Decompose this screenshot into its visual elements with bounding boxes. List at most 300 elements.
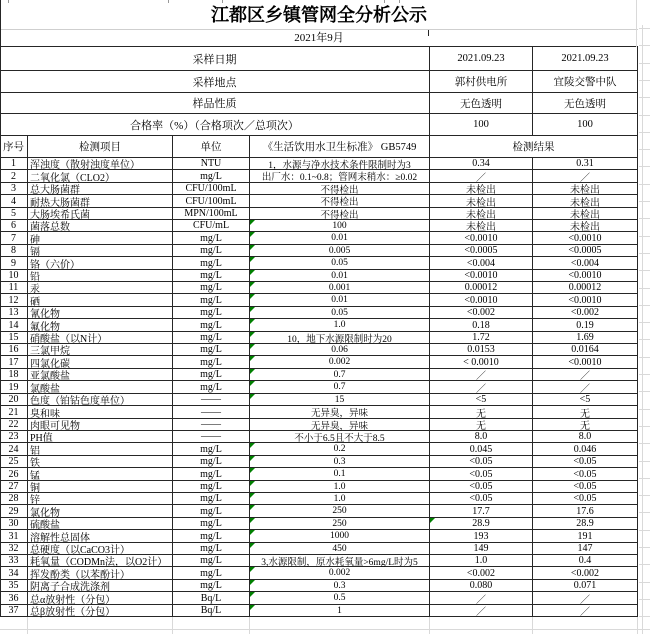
standard-label: 1 <box>250 605 430 616</box>
result-2: <0.0010 <box>533 232 638 244</box>
excel-flag-icon <box>250 282 255 287</box>
gridline <box>639 530 650 531</box>
standard-label: 不小于6.5且不大于8.5 <box>250 431 430 442</box>
result-2: 0.046 <box>533 443 638 455</box>
unit-label: mg/L <box>173 493 250 504</box>
test-item-label: 铬（六价） <box>28 257 173 269</box>
row-number: 25 <box>0 456 28 467</box>
result-1: ／ <box>430 605 533 616</box>
standard-label: 0.01 <box>250 232 430 244</box>
test-item-label: 肉眼可见物 <box>28 419 173 430</box>
unit-label: mg/L <box>173 170 250 182</box>
standard-label: 1，水源与净水技术条件限制时为3 <box>250 158 430 169</box>
table-row <box>0 443 638 456</box>
unit-label: mg/L <box>173 232 250 244</box>
standard-label: 250 <box>250 505 430 517</box>
excel-flag-icon <box>250 369 255 374</box>
result-1: 149 <box>430 543 533 554</box>
info-row-sample-nature <box>0 93 638 114</box>
gridline <box>0 629 650 630</box>
gridline <box>639 80 650 81</box>
gridline <box>637 617 638 634</box>
gridline <box>639 132 650 133</box>
row-number: 32 <box>0 543 28 554</box>
test-item-label: 总硬度（以CaCO3计） <box>28 543 173 554</box>
result-1: 0.18 <box>430 319 533 331</box>
header-unit: 单位 <box>173 136 250 157</box>
result-2: ／ <box>533 605 638 616</box>
excel-flag-icon <box>250 220 255 225</box>
test-item-label: 阴离子合成洗涤剂 <box>28 580 173 591</box>
gridline <box>639 45 650 46</box>
unit-label: —— <box>173 394 250 405</box>
row-number: 22 <box>0 419 28 430</box>
gridline <box>636 0 637 47</box>
gridline <box>639 184 650 185</box>
result-2: 0.00012 <box>533 282 638 293</box>
top-border-tick <box>399 0 400 3</box>
table-row <box>0 518 638 530</box>
table-row <box>0 344 638 356</box>
result-2: <0.05 <box>533 481 638 492</box>
gridline <box>639 512 650 513</box>
excel-flag-icon <box>250 456 255 461</box>
result-2: 147 <box>533 543 638 554</box>
result-2: ／ <box>533 381 638 393</box>
gridline <box>639 149 650 150</box>
standard-label: 0.06 <box>250 344 430 355</box>
unit-label: mg/L <box>173 270 250 281</box>
unit-label: mg/L <box>173 257 250 269</box>
result-2: <0.0010 <box>533 356 638 368</box>
gridline <box>639 270 650 271</box>
result-1: 无 <box>430 419 533 430</box>
test-item-label: 三氯甲烷 <box>28 344 173 355</box>
table-row <box>0 456 638 468</box>
unit-label: mg/L <box>173 505 250 517</box>
result-1: 0.0153 <box>430 344 533 355</box>
row-number: 23 <box>0 431 28 442</box>
report-month: 2021年9月 <box>0 30 638 47</box>
test-item-label: 硫酸盐 <box>28 518 173 529</box>
test-item-label: 亚氯酸盐 <box>28 369 173 380</box>
result-1: 193 <box>430 530 533 542</box>
excel-flag-icon <box>250 332 255 337</box>
top-border-tick <box>8 0 9 3</box>
row-number: 16 <box>0 344 28 355</box>
result-2: ／ <box>533 170 638 182</box>
result-1: 0.045 <box>430 443 533 455</box>
top-border-tick <box>222 0 223 3</box>
result-2: <0.05 <box>533 456 638 467</box>
unit-label: CFU/mL <box>173 220 250 231</box>
result-2: 无 <box>533 406 638 418</box>
excel-flag-icon <box>250 443 255 448</box>
info-row-sampling-location <box>0 71 638 93</box>
excel-flag-icon <box>250 468 255 473</box>
standard-label: 250 <box>250 518 430 529</box>
top-border-tick <box>168 0 169 3</box>
gridline <box>639 461 650 462</box>
row-number: 21 <box>0 406 28 418</box>
test-item-label: 硒 <box>28 294 173 306</box>
result-1: ／ <box>430 381 533 393</box>
test-item-label: 氯化物 <box>28 505 173 517</box>
gridline <box>639 305 650 306</box>
excel-flag-icon <box>250 307 255 312</box>
test-item-label: 铝 <box>28 443 173 455</box>
test-item-label: 锰 <box>28 468 173 480</box>
result-1: ／ <box>430 369 533 380</box>
test-item-label: 氰化物 <box>28 307 173 318</box>
result-1: 未检出 <box>430 220 533 231</box>
standard-label: 不得检出 <box>250 208 430 219</box>
standard-label: 1000 <box>250 530 430 542</box>
unit-label: mg/L <box>173 580 250 591</box>
result-2: 未检出 <box>533 195 638 207</box>
gridline <box>27 617 28 634</box>
unit-label: CFU/100mL <box>173 183 250 194</box>
result-1: <0.0005 <box>430 245 533 256</box>
border-stub <box>428 30 429 36</box>
unit-label: —— <box>173 419 250 430</box>
excel-flag-icon <box>250 592 255 597</box>
result-2: <0.05 <box>533 493 638 504</box>
table-row <box>0 505 638 518</box>
gridline <box>639 409 650 410</box>
excel-flag-icon <box>250 356 255 361</box>
row-number: 12 <box>0 294 28 306</box>
excel-flag-icon <box>250 481 255 486</box>
table-row <box>0 294 638 307</box>
result-2: 0.071 <box>533 580 638 591</box>
info-row-pass-rate <box>0 114 638 136</box>
result-2: <0.002 <box>533 567 638 579</box>
standard-label: 无异臭，异味 <box>250 419 430 430</box>
unit-label: mg/L <box>173 481 250 492</box>
test-item-label: 汞 <box>28 282 173 293</box>
gridline <box>639 443 650 444</box>
standard-label: 15 <box>250 394 430 405</box>
unit-label: mg/L <box>173 456 250 467</box>
excel-flag-icon <box>250 493 255 498</box>
row-number: 4 <box>0 195 28 207</box>
test-item-label: 臭和味 <box>28 406 173 418</box>
test-item-label: 耐热大肠菌群 <box>28 195 173 207</box>
sampling-location-label: 采样地点 <box>0 71 430 92</box>
row-number: 19 <box>0 381 28 393</box>
row-number: 11 <box>0 282 28 293</box>
header-standard: 《生活饮用水卫生标准》 GB5749 <box>250 136 430 157</box>
excel-flag-icon <box>250 319 255 324</box>
result-1: <0.002 <box>430 307 533 318</box>
unit-label: CFU/100mL <box>173 195 250 207</box>
pass-rate-site2: 100 <box>533 114 638 135</box>
gridline <box>639 218 650 219</box>
unit-label: mg/L <box>173 369 250 380</box>
row-number: 36 <box>0 592 28 604</box>
row-number: 10 <box>0 270 28 281</box>
result-1: <0.05 <box>430 468 533 480</box>
row-number: 3 <box>0 183 28 194</box>
gridline <box>639 97 650 98</box>
sampling-date-site1: 2021.09.23 <box>430 47 533 70</box>
test-item-label: 总大肠菌群 <box>28 183 173 194</box>
result-2: <0.0010 <box>533 294 638 306</box>
result-1: 1.0 <box>430 555 533 566</box>
row-number: 34 <box>0 567 28 579</box>
result-2: 0.0164 <box>533 344 638 355</box>
row-number: 37 <box>0 605 28 616</box>
excel-flag-icon <box>250 257 255 262</box>
unit-label: mg/L <box>173 518 250 529</box>
row-number: 9 <box>0 257 28 269</box>
unit-label: mg/L <box>173 319 250 331</box>
row-number: 18 <box>0 369 28 380</box>
gridline <box>639 478 650 479</box>
standard-label: 1.0 <box>250 481 430 492</box>
sample-nature-site1: 无色透明 <box>430 93 533 113</box>
unit-label: mg/L <box>173 245 250 256</box>
table-header <box>0 136 638 158</box>
excel-flag-icon <box>430 518 435 523</box>
unit-label: mg/L <box>173 356 250 368</box>
table-row <box>0 493 638 505</box>
table-row <box>0 605 638 617</box>
row-number: 13 <box>0 307 28 318</box>
standard-label: 0.5 <box>250 592 430 604</box>
result-2: 0.19 <box>533 319 638 331</box>
test-item-label: 挥发酚类（以苯酚计） <box>28 567 173 579</box>
test-item-label: 大肠埃希氏菌 <box>28 208 173 219</box>
unit-label: mg/L <box>173 332 250 343</box>
gridline <box>639 339 650 340</box>
row-number: 33 <box>0 555 28 566</box>
table-row <box>0 220 638 232</box>
result-2: 0.4 <box>533 555 638 566</box>
pass-rate-label: 合格率（%）（合格项次／总项次） <box>0 114 430 135</box>
test-item-label: 铁 <box>28 456 173 467</box>
gridline <box>639 357 650 358</box>
test-item-label: 浑浊度（散射浊度单位） <box>28 158 173 169</box>
row-number: 14 <box>0 319 28 331</box>
gridline <box>639 63 650 64</box>
standard-label: 不得检出 <box>250 183 430 194</box>
gridline <box>639 616 650 617</box>
result-1: 0.34 <box>430 158 533 169</box>
test-item-label: 铅 <box>28 270 173 281</box>
gridline <box>639 236 650 237</box>
unit-label: mg/L <box>173 530 250 542</box>
row-number: 24 <box>0 443 28 455</box>
gridline <box>639 166 650 167</box>
test-item-label: 硝酸盐（以N计） <box>28 332 173 343</box>
standard-label: 0.2 <box>250 443 430 455</box>
result-1: <0.05 <box>430 493 533 504</box>
standard-label: 100 <box>250 220 430 231</box>
test-item-label: 二氧化氯（CLO2） <box>28 170 173 182</box>
result-2: 0.31 <box>533 158 638 169</box>
unit-label: mg/L <box>173 543 250 554</box>
table-row <box>0 170 638 183</box>
row-number: 31 <box>0 530 28 542</box>
table-row <box>0 245 638 257</box>
standard-label: 0.002 <box>250 567 430 579</box>
standard-label: 0.001 <box>250 282 430 293</box>
table-left-border <box>0 0 1 617</box>
header-item: 检测项目 <box>28 136 173 157</box>
test-item-label: 四氯化碳 <box>28 356 173 368</box>
gridline <box>639 547 650 548</box>
gridline <box>172 617 173 634</box>
row-number: 2 <box>0 170 28 182</box>
excel-flag-icon <box>250 270 255 275</box>
row-number: 30 <box>0 518 28 529</box>
test-item-label: 氟化物 <box>28 319 173 331</box>
table-row <box>0 431 638 443</box>
table-row <box>0 369 638 381</box>
top-border-tick <box>384 0 385 3</box>
result-1: <0.002 <box>430 567 533 579</box>
row-number: 5 <box>0 208 28 219</box>
unit-label: mg/L <box>173 567 250 579</box>
gridline <box>639 201 650 202</box>
test-item-label: 锌 <box>28 493 173 504</box>
result-2: ／ <box>533 369 638 380</box>
unit-label: NTU <box>173 158 250 169</box>
table-body <box>0 158 638 617</box>
standard-label: 0.7 <box>250 381 430 393</box>
info-row-sampling-date <box>0 47 638 71</box>
result-2: <5 <box>533 394 638 405</box>
row-number: 17 <box>0 356 28 368</box>
result-2: 未检出 <box>533 208 638 219</box>
result-2: <0.05 <box>533 468 638 480</box>
gridline <box>639 426 650 427</box>
standard-label: 0.002 <box>250 356 430 368</box>
test-item-label: 溶解性总固体 <box>28 530 173 542</box>
row-number: 27 <box>0 481 28 492</box>
standard-label: 0.005 <box>250 245 430 256</box>
excel-flag-icon <box>250 232 255 237</box>
unit-label: mg/L <box>173 282 250 293</box>
sampling-location-site2: 宜陵交警中队 <box>533 71 638 92</box>
page-title: 江都区乡镇管网全分析公示 <box>0 0 638 30</box>
excel-flag-icon <box>250 518 255 523</box>
standard-label: 0.05 <box>250 307 430 318</box>
unit-label: Bq/L <box>173 605 250 616</box>
result-1: 0.080 <box>430 580 533 591</box>
test-item-label: 砷 <box>28 232 173 244</box>
result-1: <0.0010 <box>430 294 533 306</box>
test-item-label: 菌落总数 <box>28 220 173 231</box>
standard-label: 3,水源限制，原水耗氧量>6mg/L时为5 <box>250 555 430 566</box>
result-2: <0.002 <box>533 307 638 318</box>
unit-label: mg/L <box>173 555 250 566</box>
unit-label: mg/L <box>173 344 250 355</box>
standard-label: 无异臭，异味 <box>250 406 430 418</box>
table-row <box>0 183 638 195</box>
standard-label: 不得检出 <box>250 195 430 207</box>
test-item-label: 色度（铂钴色度单位） <box>28 394 173 405</box>
result-2: 17.6 <box>533 505 638 517</box>
result-1: 未检出 <box>430 208 533 219</box>
unit-label: mg/L <box>173 294 250 306</box>
table-row <box>0 208 638 220</box>
standard-label: 0.01 <box>250 270 430 281</box>
excel-flag-icon <box>250 344 255 349</box>
result-2: 28.9 <box>533 518 638 529</box>
gridline <box>642 25 643 634</box>
gridline <box>639 374 650 375</box>
standard-label: 0.3 <box>250 456 430 467</box>
gridline <box>639 582 650 583</box>
standard-label: 0.05 <box>250 257 430 269</box>
result-2: <0.004 <box>533 257 638 269</box>
table-row <box>0 257 638 270</box>
row-number: 7 <box>0 232 28 244</box>
result-1: 1.72 <box>430 332 533 343</box>
result-1: 17.7 <box>430 505 533 517</box>
table-row <box>0 195 638 208</box>
unit-label: MPN/100mL <box>173 208 250 219</box>
gridline <box>249 617 250 634</box>
header-result: 检测结果 <box>430 136 638 157</box>
test-item-label: 总β放射性（分包） <box>28 605 173 616</box>
result-1: <0.0010 <box>430 232 533 244</box>
row-number: 26 <box>0 468 28 480</box>
sampling-date-label: 采样日期 <box>0 47 430 70</box>
row-number: 29 <box>0 505 28 517</box>
result-2: <0.0005 <box>533 245 638 256</box>
result-1: <0.0010 <box>430 270 533 281</box>
excel-flag-icon <box>250 543 255 548</box>
standard-label: 10，地下水源限制时为20 <box>250 332 430 343</box>
result-1: 0.00012 <box>430 282 533 293</box>
gridline <box>639 253 650 254</box>
gridline <box>639 322 650 323</box>
sample-nature-label: 样品性质 <box>0 93 430 113</box>
table-row <box>0 356 638 369</box>
gridline <box>639 391 650 392</box>
standard-label: 0.7 <box>250 369 430 380</box>
result-2: ／ <box>533 592 638 604</box>
excel-flag-icon <box>250 505 255 510</box>
standard-label: 1.0 <box>250 493 430 504</box>
unit-label: —— <box>173 406 250 418</box>
result-1: <0.05 <box>430 456 533 467</box>
unit-label: mg/L <box>173 443 250 455</box>
test-item-label: 氯酸盐 <box>28 381 173 393</box>
unit-label: mg/L <box>173 468 250 480</box>
gridline <box>639 115 650 116</box>
result-1: 未检出 <box>430 183 533 194</box>
sampling-date-site2: 2021.09.23 <box>533 47 638 70</box>
test-item-label: 总α放射性（分包） <box>28 592 173 604</box>
result-1: <0.05 <box>430 481 533 492</box>
gridline <box>639 288 650 289</box>
excel-flag-icon <box>250 245 255 250</box>
test-item-label: 镉 <box>28 245 173 256</box>
result-2: 1.69 <box>533 332 638 343</box>
standard-label: 0.01 <box>250 294 430 306</box>
excel-flag-icon <box>250 530 255 535</box>
gridline <box>639 28 650 29</box>
test-item-label: 耗氧量（CODMn法，以O2计） <box>28 555 173 566</box>
row-number: 15 <box>0 332 28 343</box>
unit-label: mg/L <box>173 307 250 318</box>
table-row <box>0 468 638 481</box>
